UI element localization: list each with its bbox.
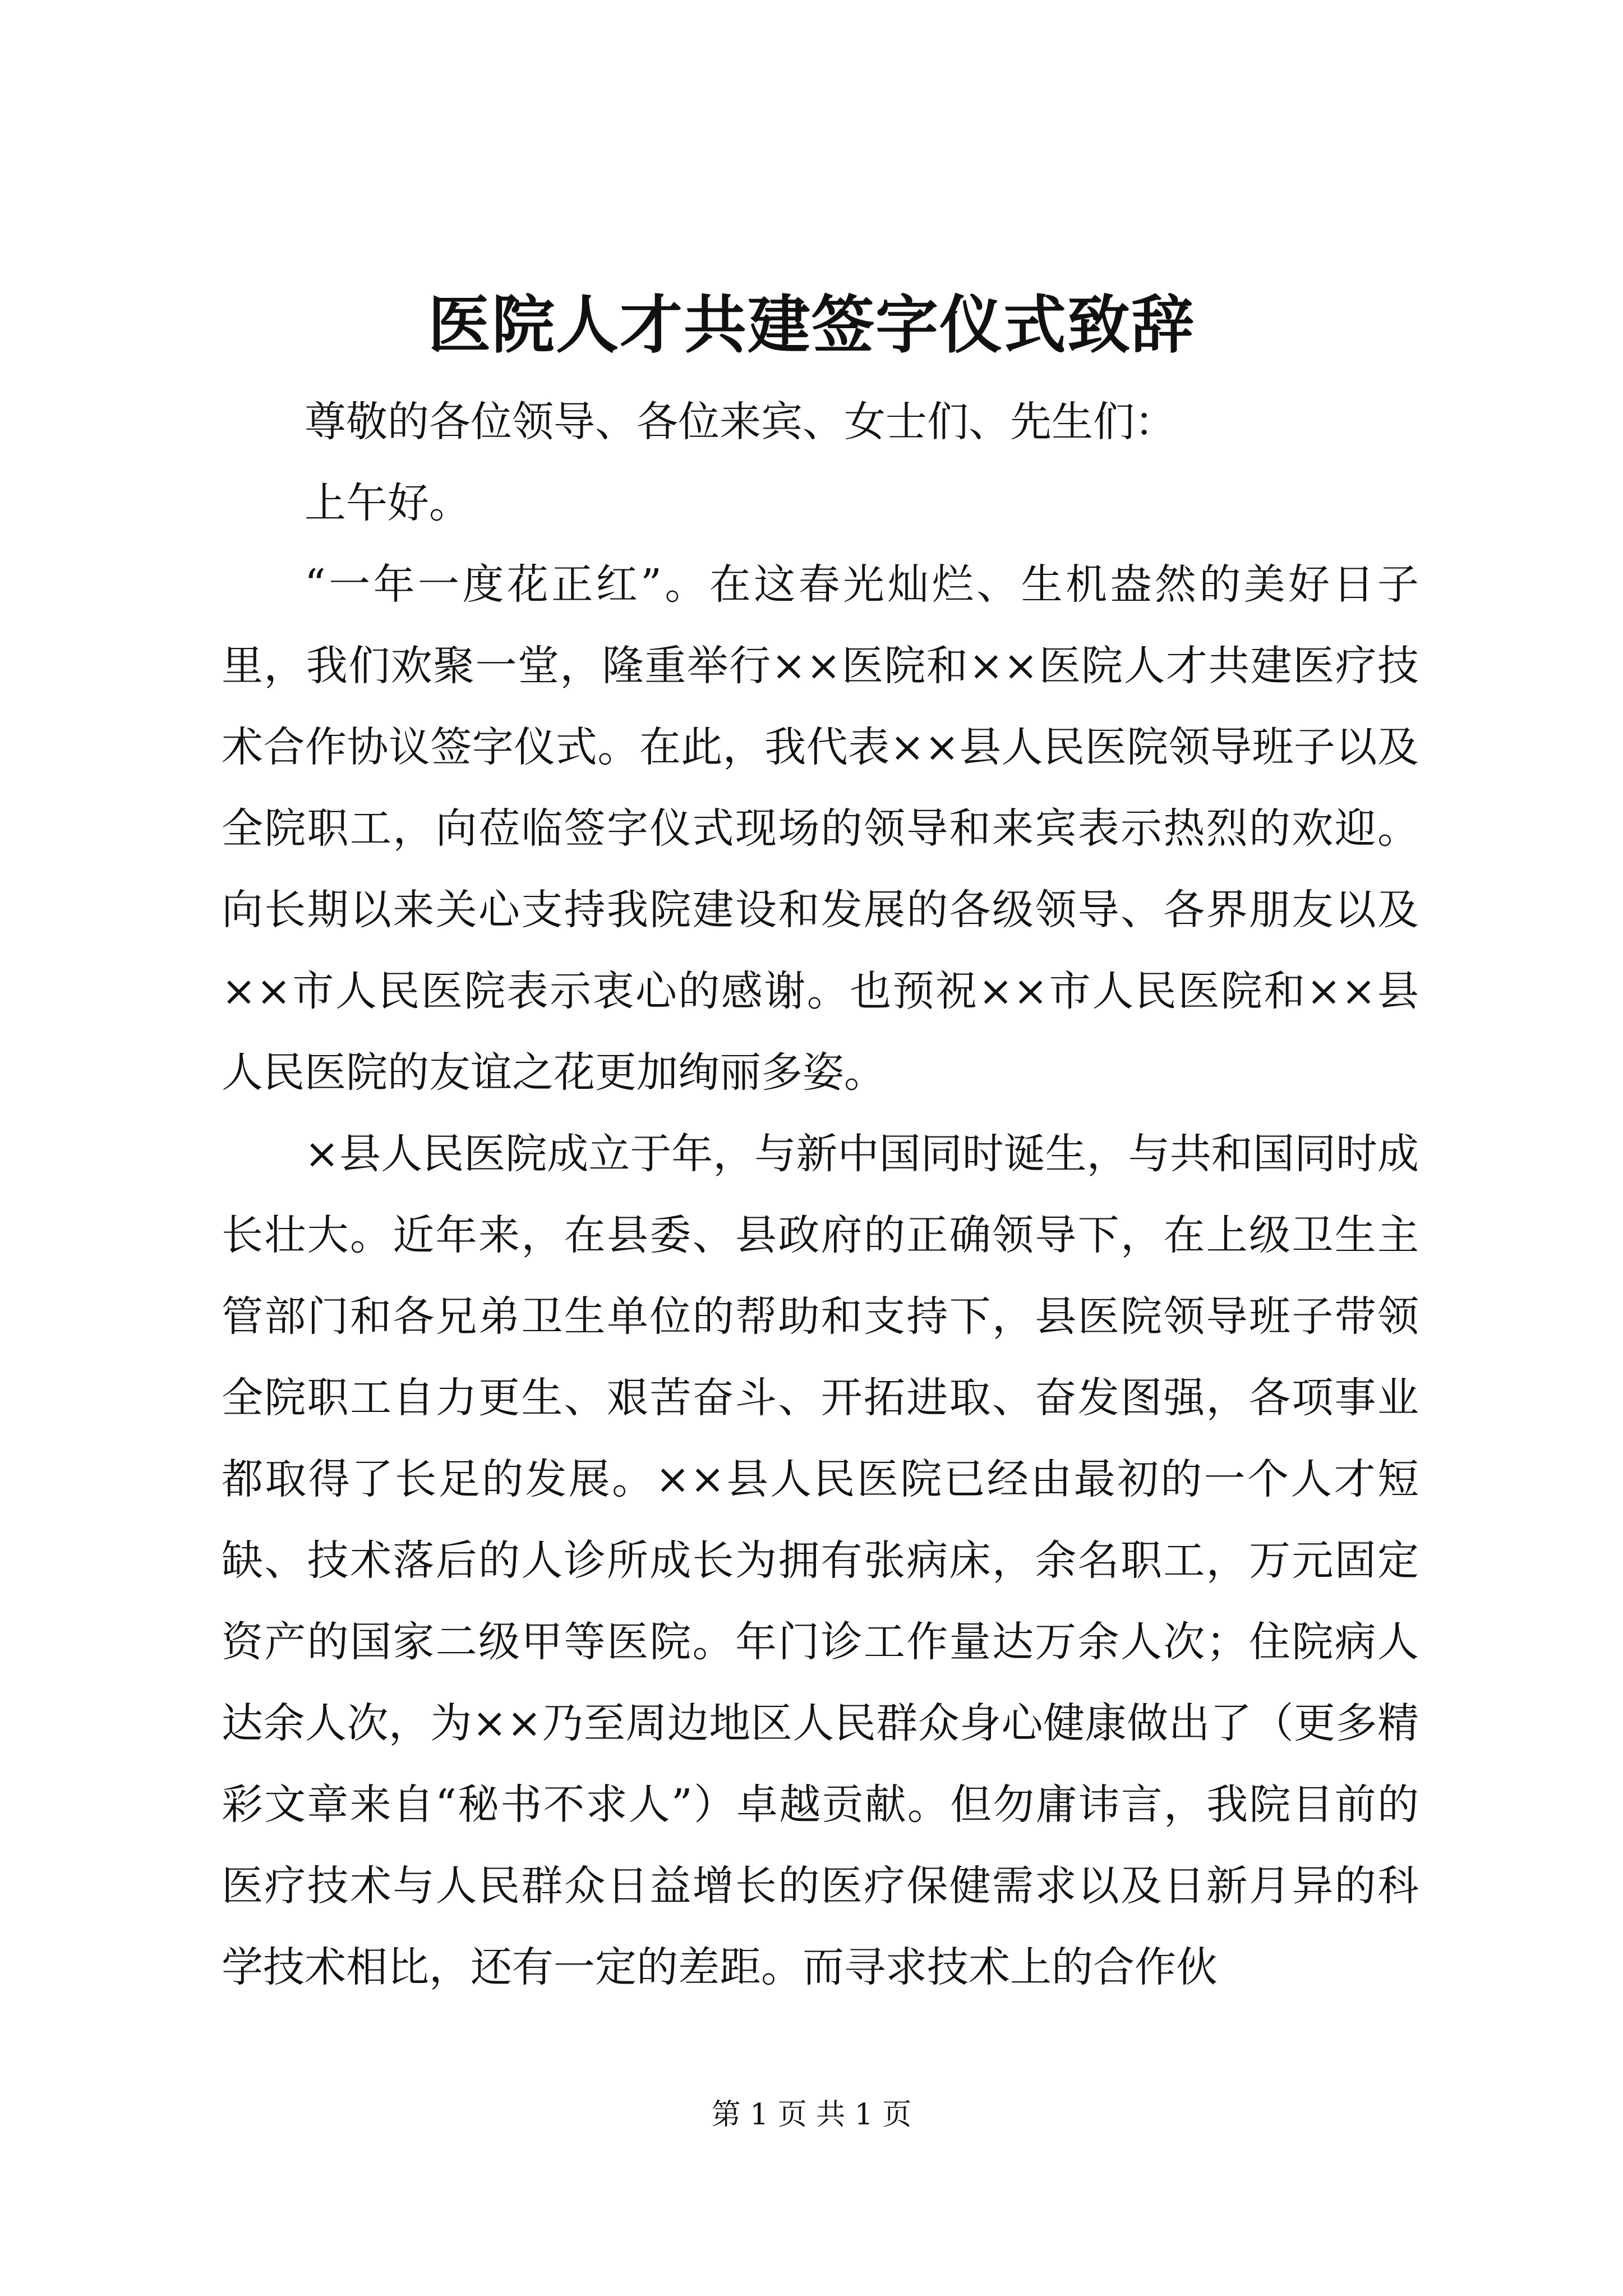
paragraph-1: “一年一度花正红”。在这春光灿烂、生机盎然的美好日子里，我们欢聚一堂，隆重举行××医院和××医院人才共建医疗技术合作协议签字仪式。在此，我代表××县人民医院领导班子以及全院职工，向莅临签字仪式现场的领导和来宾表示热烈的欢迎。向长期以来关心支持我院建设和发展的各级领导、各界朋友以及××市人民医院表示衷心的感谢。也预祝××市人民医院和××县人民医院的友谊之花更加绚丽多姿。	[222, 560, 1419, 1097]
document-title: 医院人才共建签字仪式致辞	[428, 288, 1195, 362]
salutation: 尊敬的各位领导、各位来宾、女士们、先生们：	[305, 398, 1176, 446]
document-body	[222, 381, 1419, 2008]
greeting: 上午好。	[305, 479, 471, 527]
paragraph-2: ×县人民医院成立于年，与新中国同时诞生，与共和国同时成长壮大。近年来，在县委、县政府的正确领导下，在上级卫生主管部门和各兄弟卫生单位的帮助和支持下，县医院领导班子带领全院职工自力更生、艰苦奋斗、开拓进取、奋发图强，各项事业都取得了长足的发展。××县人民医院已经由最初的一个人才短缺、技术落后的人诊所成长为拥有张病床，余名职工，万元固定资产的国家二级甲等医院。年门诊工作量达万余人次；住院病人达余人次，为××乃至周边地区人民群众身心健康做出了（更多精彩文章来自“秘书不求人”）卓越贡献。但勿庸讳言，我院目前的医疗技术与人民群众日益增长的医疗保健需求以及日新月异的科学技术相比，还有一定的差距。而寻求技术上的合作伙	[222, 1130, 1419, 1991]
page-number-footer: 第 1 页 共 1 页	[711, 2098, 912, 2132]
